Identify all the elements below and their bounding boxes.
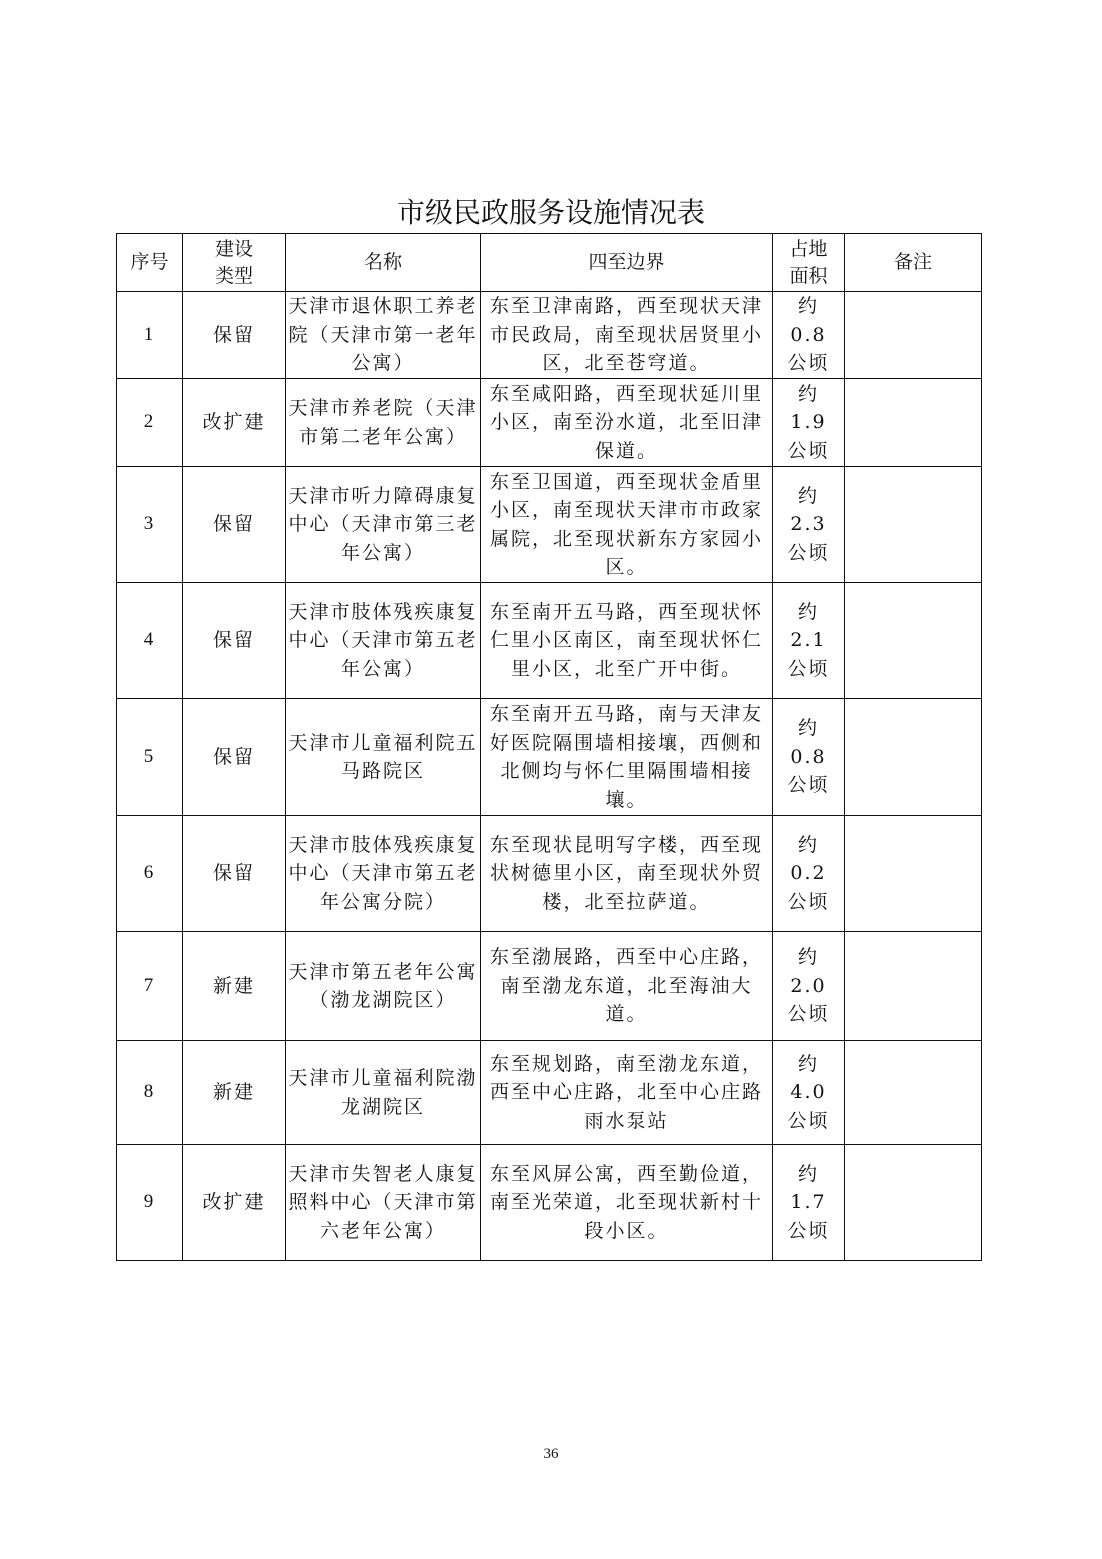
table-row — [117, 583, 982, 699]
cell-name: 天津市失智老人康复照料中心（天津市第六老年公寓） — [286, 1145, 481, 1261]
table-header-row — [117, 234, 982, 292]
cell-area — [773, 292, 845, 379]
cell-no: 4 — [117, 583, 183, 699]
table-row — [117, 467, 982, 583]
area-value: 1.7 — [790, 1191, 827, 1214]
cell-boundary: 东至卫国道，西至现状金盾里小区，南至现状天津市市政家属院，北至现状新东方家园小区。 — [481, 467, 773, 583]
area-value: 1.9 — [790, 411, 827, 434]
page-title: 市级民政服务设施情况表 — [396, 196, 705, 229]
cell-remark — [845, 467, 982, 583]
cell-remark — [845, 1145, 982, 1261]
table-row — [117, 1145, 982, 1261]
area-unit: 公顷 — [787, 1109, 830, 1132]
area-value: 4.0 — [790, 1081, 827, 1104]
cell-boundary: 东至规划路，南至渤龙东道，西至中心庄路，北至中心庄路雨水泵站 — [481, 1041, 773, 1145]
cell-remark — [845, 292, 982, 379]
cell-name: 天津市第五老年公寓（渤龙湖院区） — [286, 932, 481, 1041]
cell-boundary: 东至风屏公寓，西至勤俭道，南至光荣道，北至现状新村十段小区。 — [481, 1145, 773, 1261]
header-type-label: 建设类型 — [214, 237, 253, 287]
page-number: 36 — [543, 1446, 559, 1462]
cell-name: 天津市养老院（天津市第二老年公寓） — [286, 379, 481, 467]
cell-no: 2 — [117, 379, 183, 467]
cell-type: 新建 — [183, 932, 286, 1041]
area-value: 0.2 — [790, 862, 827, 885]
area-prefix: 约 — [797, 1052, 819, 1075]
cell-no: 1 — [117, 292, 183, 379]
area-prefix: 约 — [797, 717, 819, 740]
area-value: 2.0 — [790, 974, 827, 997]
cell-area — [773, 932, 845, 1041]
cell-no: 8 — [117, 1041, 183, 1145]
area-unit: 公顷 — [787, 352, 830, 375]
table-row — [117, 292, 982, 379]
cell-boundary: 东至南开五马路，南与天津友好医院隔围墙相接壤，西侧和北侧均与怀仁里隔围墙相接壤。 — [481, 699, 773, 816]
area-value: 2.3 — [790, 513, 827, 536]
cell-area — [773, 379, 845, 467]
table-row — [117, 1041, 982, 1145]
area-unit: 公顷 — [787, 541, 830, 564]
cell-type: 新建 — [183, 1041, 286, 1145]
cell-type: 保留 — [183, 467, 286, 583]
area-unit: 公顷 — [787, 657, 830, 680]
cell-no: 5 — [117, 699, 183, 816]
header-name: 名称 — [286, 234, 481, 292]
area-prefix: 约 — [797, 946, 819, 969]
cell-name: 天津市退休职工养老院（天津市第一老年公寓） — [286, 292, 481, 379]
cell-type: 保留 — [183, 699, 286, 816]
cell-no: 6 — [117, 816, 183, 932]
area-value: 2.1 — [790, 629, 827, 652]
cell-boundary: 东至渤展路，西至中心庄路，南至渤龙东道，北至海油大道。 — [481, 932, 773, 1041]
cell-area — [773, 467, 845, 583]
cell-name: 天津市听力障碍康复中心（天津市第三老年公寓） — [286, 467, 481, 583]
cell-area — [773, 1145, 845, 1261]
area-prefix: 约 — [797, 382, 819, 405]
cell-remark — [845, 583, 982, 699]
area-prefix: 约 — [797, 1162, 819, 1185]
cell-type: 保留 — [183, 583, 286, 699]
cell-area — [773, 583, 845, 699]
header-no: 序号 — [117, 234, 183, 292]
area-unit: 公顷 — [787, 1219, 830, 1242]
header-type — [183, 234, 286, 292]
cell-no: 7 — [117, 932, 183, 1041]
cell-remark — [845, 379, 982, 467]
area-unit: 公顷 — [787, 774, 830, 797]
area-value: 0.8 — [790, 745, 827, 768]
cell-remark — [845, 932, 982, 1041]
cell-area — [773, 699, 845, 816]
cell-no: 9 — [117, 1145, 183, 1261]
area-unit: 公顷 — [787, 890, 830, 913]
table-row — [117, 699, 982, 816]
area-prefix: 约 — [797, 484, 819, 507]
cell-boundary: 东至卫津南路，西至现状天津市民政局，南至现状居贤里小区，北至苍穹道。 — [481, 292, 773, 379]
table-row — [117, 816, 982, 932]
cell-name: 天津市肢体残疾康复中心（天津市第五老年公寓） — [286, 583, 481, 699]
cell-remark — [845, 1041, 982, 1145]
area-prefix: 约 — [797, 600, 819, 623]
area-prefix: 约 — [797, 295, 819, 318]
cell-no: 3 — [117, 467, 183, 583]
header-area-label: 占地面积 — [789, 237, 828, 287]
area-prefix: 约 — [797, 833, 819, 856]
table-row — [117, 932, 982, 1041]
cell-area — [773, 816, 845, 932]
header-remark: 备注 — [845, 234, 982, 292]
cell-type: 改扩建 — [183, 1145, 286, 1261]
cell-name: 天津市儿童福利院渤龙湖院区 — [286, 1041, 481, 1145]
cell-remark — [845, 816, 982, 932]
cell-name: 天津市儿童福利院五马路院区 — [286, 699, 481, 816]
header-area — [773, 234, 845, 292]
cell-boundary: 东至现状昆明写字楼，西至现状树德里小区，南至现状外贸楼，北至拉萨道。 — [481, 816, 773, 932]
table-row — [117, 379, 982, 467]
area-unit: 公顷 — [787, 1003, 830, 1026]
cell-boundary: 东至南开五马路，西至现状怀仁里小区南区，南至现状怀仁里小区，北至广开中街。 — [481, 583, 773, 699]
header-boundary: 四至边界 — [481, 234, 773, 292]
cell-type: 保留 — [183, 816, 286, 932]
cell-type: 改扩建 — [183, 379, 286, 467]
cell-boundary: 东至咸阳路，西至现状延川里小区，南至汾水道，北至旧津保道。 — [481, 379, 773, 467]
cell-type: 保留 — [183, 292, 286, 379]
cell-remark — [845, 699, 982, 816]
facilities-table — [116, 233, 982, 1261]
cell-area — [773, 1041, 845, 1145]
area-unit: 公顷 — [787, 439, 830, 462]
cell-name: 天津市肢体残疾康复中心（天津市第五老年公寓分院） — [286, 816, 481, 932]
area-value: 0.8 — [790, 323, 827, 346]
